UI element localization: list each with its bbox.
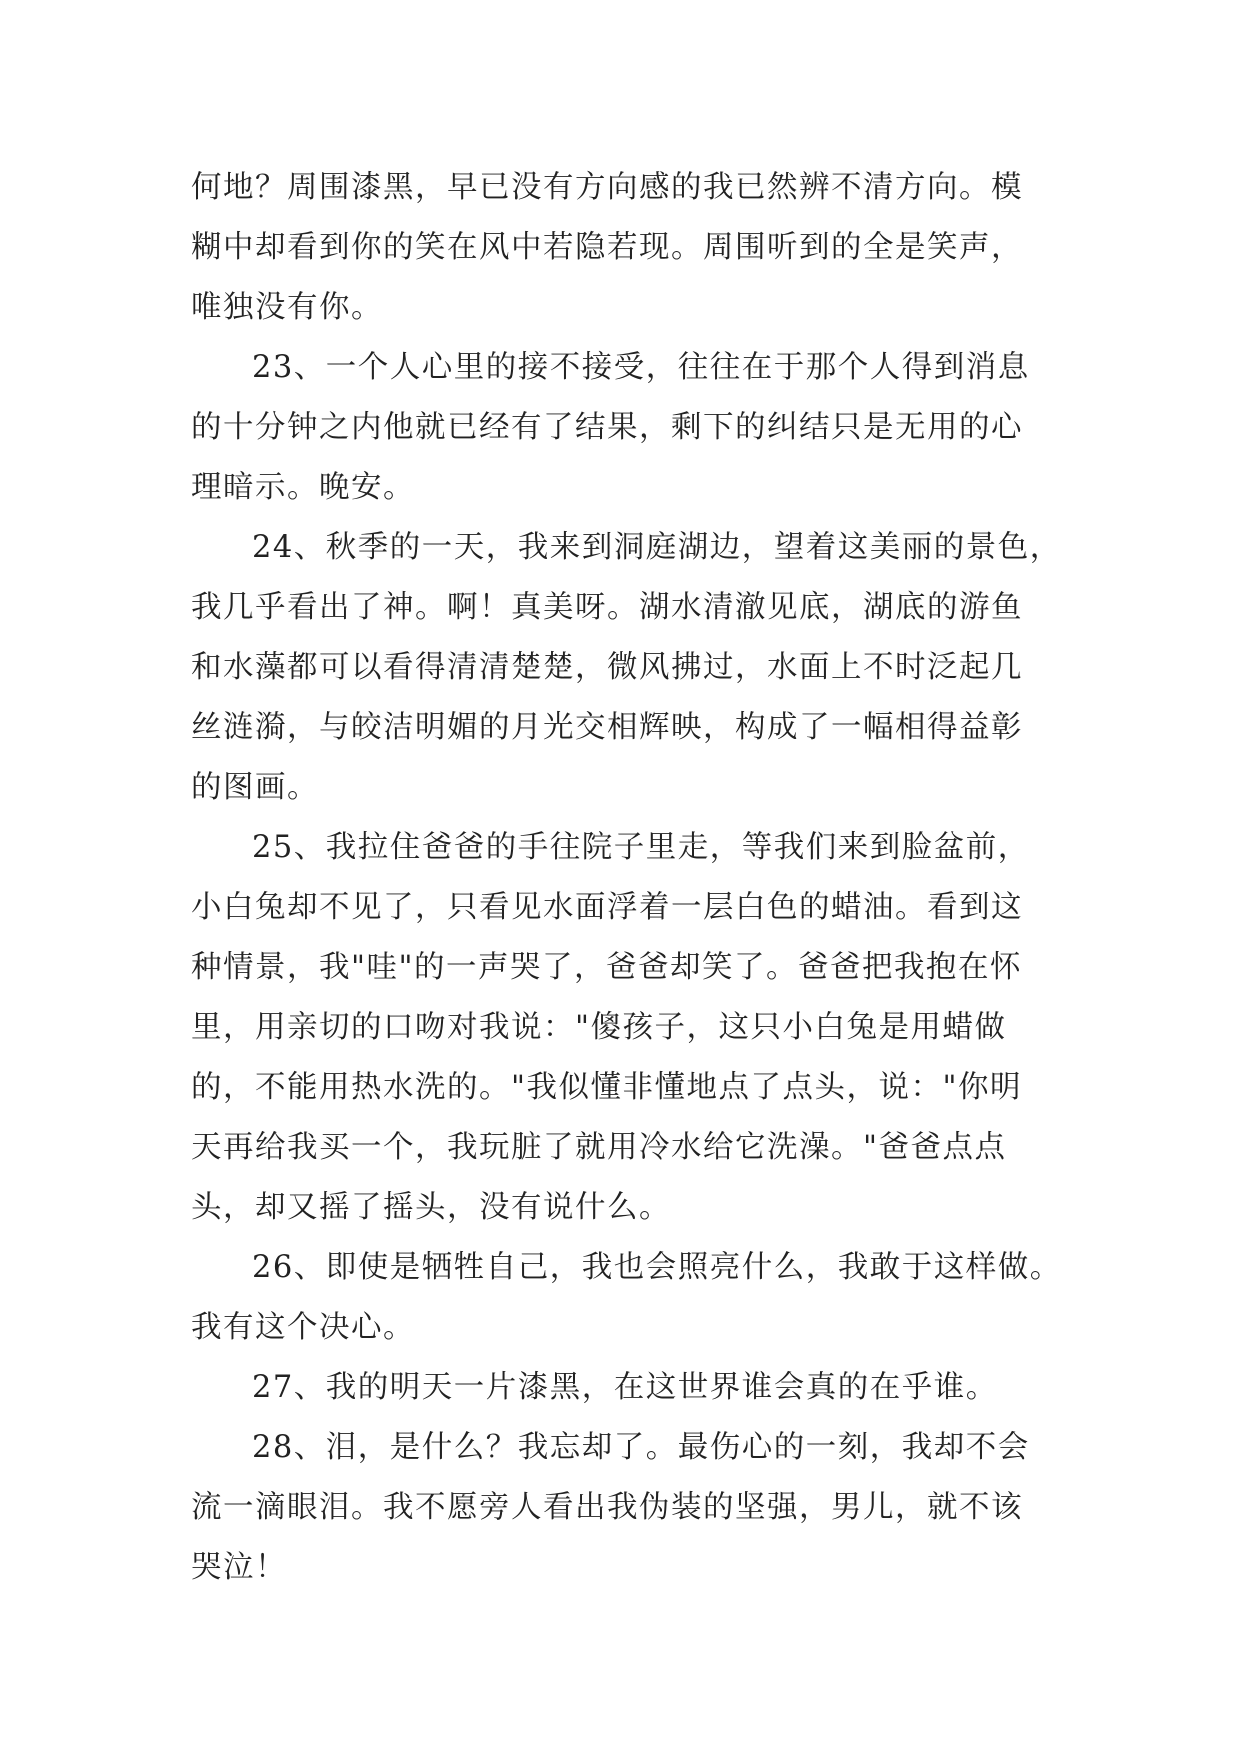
text-line: 的十分钟之内他就已经有了结果，剩下的纠结只是无用的心 [191,410,1023,445]
text-line: 小白兔却不见了，只看见水面浮着一层白色的蜡油。看到这 [191,890,1023,925]
text-line: 的，不能用热水洗的。"我似懂非懂地点了点头，说："你明 [191,1070,1023,1105]
text-line: 和水藻都可以看得清清楚楚，微风拂过，水面上不时泛起几 [191,650,1023,685]
text-line: 的图画。 [191,770,319,805]
text-line: 我几乎看出了神。啊！真美呀。湖水清澈见底，湖底的游鱼 [191,590,1023,625]
text-line: 头，却又摇了摇头，没有说什么。 [191,1190,671,1225]
paragraph-start-line: 26、即使是牺牲自己，我也会照亮什么，我敢于这样做。 [252,1250,1062,1285]
paragraph-start-line: 28、泪，是什么？我忘却了。最伤心的一刻，我却不会 [252,1430,1030,1465]
paragraph-start-line: 27、我的明天一片漆黑，在这世界谁会真的在乎谁。 [252,1370,998,1405]
text-line: 我有这个决心。 [191,1310,415,1345]
paragraph-start-line: 24、秋季的一天，我来到洞庭湖边，望着这美丽的景色， [252,530,1062,565]
document-body [191,158,1062,1598]
text-line: 唯独没有你。 [191,290,383,325]
text-line: 丝涟漪，与皎洁明媚的月光交相辉映，构成了一幅相得益彰 [191,710,1023,745]
text-line: 里，用亲切的口吻对我说："傻孩子，这只小白兔是用蜡做 [191,1010,1007,1045]
text-line: 哭泣！ [191,1550,287,1585]
text-line: 糊中却看到你的笑在风中若隐若现。周围听到的全是笑声， [191,230,1023,265]
text-line: 何地？周围漆黑，早已没有方向感的我已然辨不清方向。模 [191,170,1023,205]
paragraph-start-line: 23、一个人心里的接不接受，往往在于那个人得到消息 [252,350,1030,385]
text-line: 种情景，我"哇"的一声哭了，爸爸却笑了。爸爸把我抱在怀 [191,950,1023,985]
text-line: 流一滴眼泪。我不愿旁人看出我伪装的坚强，男儿，就不该 [191,1490,1023,1525]
paragraph-start-line: 25、我拉住爸爸的手往院子里走，等我们来到脸盆前， [252,830,1030,865]
text-line: 天再给我买一个，我玩脏了就用冷水给它洗澡。"爸爸点点 [191,1130,1007,1165]
text-line: 理暗示。晚安。 [191,470,415,505]
